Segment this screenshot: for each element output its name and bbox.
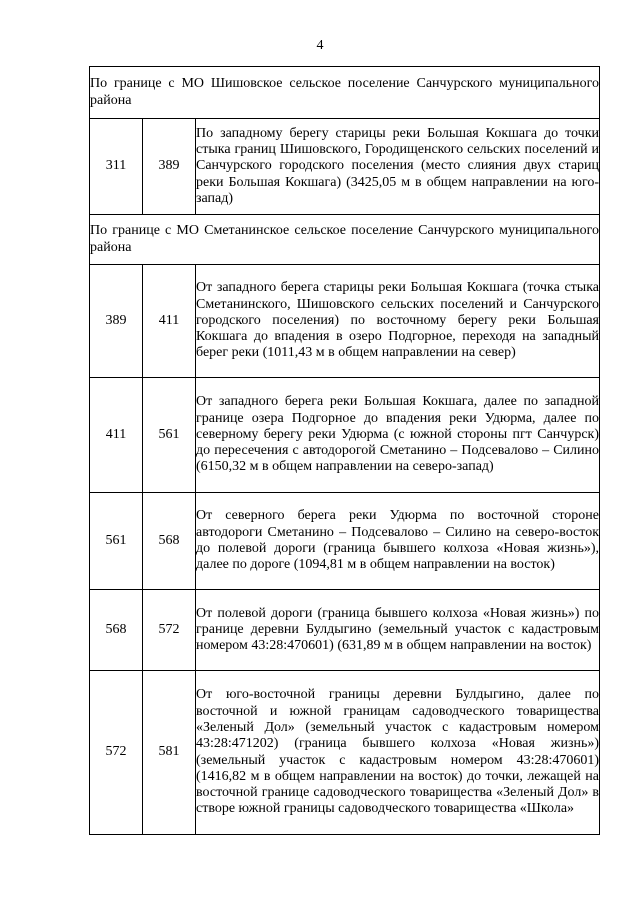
table-row — [90, 493, 600, 590]
page-number: 4 — [316, 38, 324, 53]
table-row — [90, 671, 600, 835]
section-heading: По границе с МО Шишовское сельское поселение Санчурского муниципального района — [90, 67, 600, 119]
table-row — [90, 265, 600, 378]
point-from: 389 — [90, 265, 143, 378]
table-row — [90, 590, 600, 671]
point-from: 411 — [90, 378, 143, 493]
segment-description: От западного берега старицы реки Большая Кокшага (точка стыка Сметанинского, Шишовского сельских поселений и Санчурского городского поселения) по восточному берегу реки Большая Кокшага до впадения в озеро Подгорное, переходя на западный берег реки (1011,43 м в общем направлении на север) — [196, 265, 600, 378]
point-to: 411 — [143, 265, 196, 378]
boundary-table — [89, 66, 600, 835]
segment-description: От юго-восточной границы деревни Булдыгино, далее по восточной и южной границам садоводческого товарищества «Зеленый Дол» (земельный участок с кадастровым номером 43:28:471202) (граница бывшего колхоза «Новая жизнь») (земельный участок с кадастровым номером 43:28:470601) (1416,82 м в общем направлении на восток) до точки, лежащей на восточной границе садоводческого товарищества «Зеленый Дол» в створе южной границы садоводческого товарищества «Школа» — [196, 671, 600, 835]
table-row — [90, 378, 600, 493]
section-heading: По границе с МО Сметанинское сельское поселение Санчурского муниципального района — [90, 215, 600, 265]
point-to: 581 — [143, 671, 196, 835]
section-row — [90, 67, 600, 119]
section-row — [90, 215, 600, 265]
boundary-table-body — [90, 67, 600, 835]
point-to: 572 — [143, 590, 196, 671]
point-from: 311 — [90, 119, 143, 215]
segment-description: От полевой дороги (граница бывшего колхоза «Новая жизнь») по границе деревни Булдыгино (земельный участок с кадастровым номером 43:28:470601) (631,89 м в общем направлении на восток) — [196, 590, 600, 671]
point-to: 568 — [143, 493, 196, 590]
point-to: 389 — [143, 119, 196, 215]
point-from: 568 — [90, 590, 143, 671]
segment-description: От северного берега реки Удюрма по восточной стороне автодороги Сметанино – Подсевалово – Силино на северо-восток до полевой дороги (граница бывшего колхоза «Новая жизнь»), далее по дороге (1094,81 м в общем направлении на восток) — [196, 493, 600, 590]
point-from: 572 — [90, 671, 143, 835]
table-row — [90, 119, 600, 215]
segment-description: От западного берега реки Большая Кокшага, далее по западной границе озера Подгорное до впадения реки Удюрма, далее по северному берегу реки Удюрма (с южной стороны пгт Санчурск) до пересечения с автодорогой Сметанино – Подсевалово – Силино (6150,32 м в общем направлении на северо-запад) — [196, 378, 600, 493]
segment-description: По западному берегу старицы реки Большая Кокшага до точки стыка границ Шишовского, Городищенского сельских поселений и Санчурского городского поселения (место слияния двух стариц реки Большая Кокшага) (3425,05 м в общем направлении на юго-запад) — [196, 119, 600, 215]
point-to: 561 — [143, 378, 196, 493]
point-from: 561 — [90, 493, 143, 590]
